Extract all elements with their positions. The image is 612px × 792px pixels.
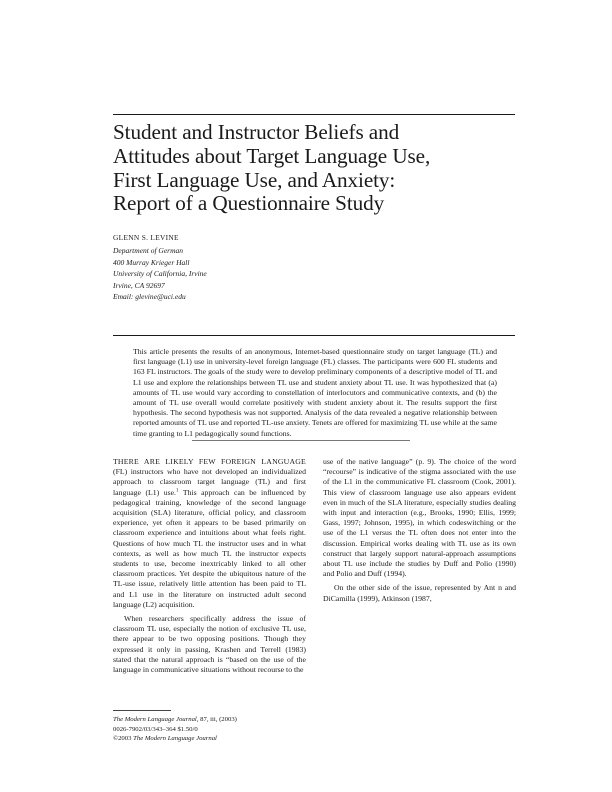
body-paragraph: When researchers specifically address the issue of classroom TL use, especially the notion of exclusive TL use, there appear to be two opposing positions. Though they expressed it only in passing, Krashen and Terrell (1983) stated that the natural approach is “based on the use of the language in communicative situations without recourse to the [113, 614, 306, 675]
affiliation-university: University of California, Irvine [113, 269, 207, 279]
journal-issue: , 87, iii, (2003) [196, 716, 237, 723]
journal-citation [113, 715, 313, 725]
body-paragraph: On the other side of the issue, represented by Ant n and DiCamilla (1999), Atkinson (1987, [323, 583, 516, 603]
affiliation-city: Irvine, CA 92697 [113, 280, 165, 290]
lead-in: THERE ARE LIKELY FEW FOREIGN LANGUAGE [113, 457, 306, 466]
copyright-prefix: ©2003 [113, 735, 134, 742]
top-rule [113, 114, 515, 115]
title-line: First Language Use, and Anxiety: [113, 167, 396, 192]
footer-rule [113, 710, 171, 711]
title-line: Attitudes about Target Language Use, [113, 143, 431, 168]
copyright-journal: The Modern Language Journal [133, 735, 217, 742]
body-column-right [323, 457, 516, 604]
abstract: This article presents the results of an anonymous, Internet-based questionnaire study on target language (TL) and first language (L1) use in university-level foreign language (FL) classes. The participants were 600 FL students and 163 FL instructors. The goals of the study were to develop preliminary components of a descriptive model of TL and L1 use and explore the relationships between TL use and student anxiety about TL use. It was hypothesized that (a) amounts of TL use would vary according to constellation of interlocutors and communicative contexts, and (b) the amount of TL use overall would correlate positively with student anxiety about it. The results support the first hypothesis. The second hypothesis was not supported. Analysis of the data revealed a negative relationship between reported amounts of TL use and reported TL-use anxiety. Tenets are offered for maximizing TL use while at the same time granting to L1 pedagogically sound functions. [133, 347, 497, 438]
title-line: Student and Instructor Beliefs and [113, 120, 400, 144]
body-text: This approach can be influenced by pedagogical training, knowledge of the second language acquisition (SLA) literature, official policy, and classroom experience, yet often it appears to be based primarily on classroom experience and intuitions about what feels right. Questions of how much TL the instructor uses and in what contexts, as well as how much TL the instructor expects students to use, become inextricably linked to all other classroom practices. Yet despite the ubiquitous nature of the TL-use issue, relatively little attention has been paid to TL and L1 use in the literature on instructed adult second language (L2) acquisition. [113, 487, 306, 609]
footnote-marker: 1 [176, 488, 179, 494]
publication-info [113, 715, 313, 744]
abstract-rule [192, 440, 410, 441]
article-title [113, 121, 523, 216]
copyright-line [113, 734, 313, 744]
body-paragraph-continued: use of the native language” (p. 9). The choice of the word “recourse” is indicative of the stigma associated with the use of the L1 in the communicative FL classroom (Cook, 2001). This view of classroom language use also appears evident even in much of the SLA literature, especially studies dealing with input and interaction (e.g., Brooks, 1990; Ellis, 1999; Gass, 1997; Johnson, 1995), in which codeswitching or the use of the L1 versus the TL often does not enter into the discussion. Empirical works dealing with TL use as its own construct that largely support natural-approach assumptions about TL use include the studies by Duff and Polio (1990) and Polio and Duff (1994). [323, 457, 516, 579]
journal-name: The Modern Language Journal [113, 716, 197, 723]
title-line: Report of a Questionnaire Study [113, 191, 385, 216]
body-text: (FL) instructors who have not developed an individualized approach to classroom target language (TL) and first language (L1) use. [113, 467, 306, 497]
author-name: GLENN S. LEVINE [113, 233, 179, 242]
author-affiliation [113, 245, 413, 303]
journal-codes: 0026-7902/03/343–364 $1.50/0 [113, 725, 198, 733]
section-rule [113, 335, 515, 336]
affiliation-email: Email: glevine@uci.edu [113, 292, 186, 302]
body-paragraph [113, 457, 306, 610]
body-column-left [113, 457, 306, 675]
affiliation-address: 400 Murray Krieger Hall [113, 257, 190, 267]
affiliation-department: Department of German [113, 246, 183, 255]
